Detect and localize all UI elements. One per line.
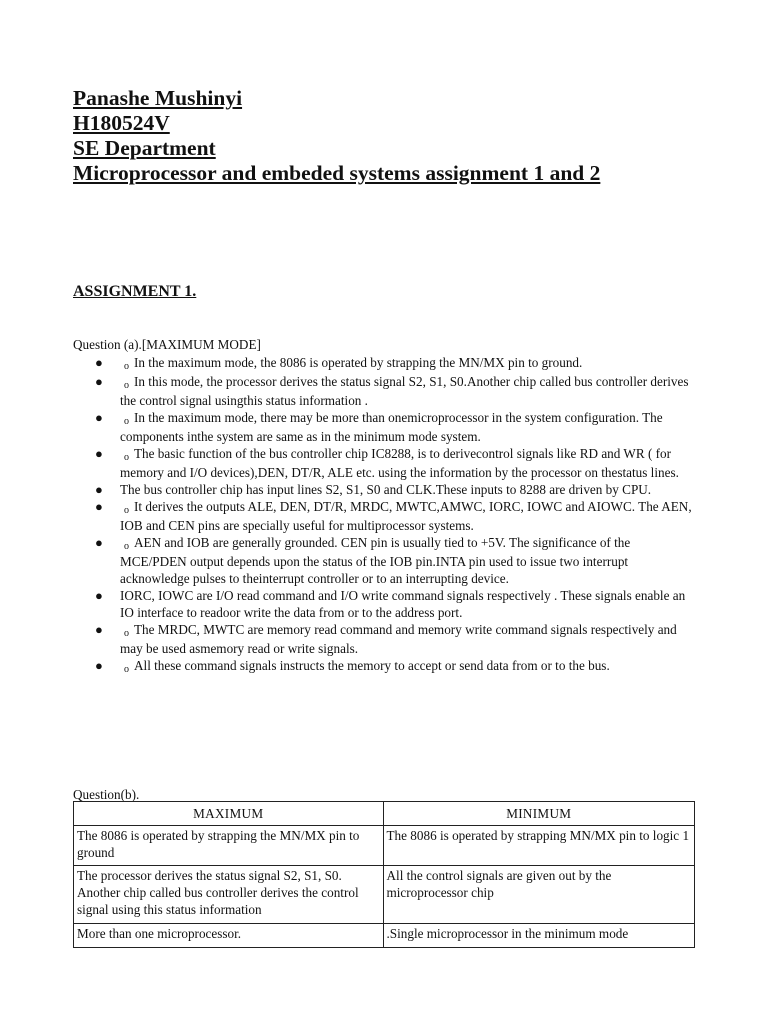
bullet-text: In the maximum mode, the 8086 is operated by strapping the MN/MX pin to ground. [134,355,583,370]
question-b-label: Question(b). [73,787,140,802]
bullet-icon: ● [95,622,103,637]
list-item [73,445,697,481]
bullet-icon: ● [95,499,103,514]
table-row [74,826,695,866]
circle-glyph: o [124,664,129,675]
table-cell: .Single microprocessor in the minimum mode [383,924,695,948]
bullet-icon: ● [95,410,103,425]
title-block [73,86,697,186]
list-item [73,373,697,409]
table-cell: All the control signals are given out by the microprocessor chip [383,866,695,924]
assignment-title: ASSIGNMENT 1. [73,283,197,300]
document-page [73,86,697,941]
bullet-text: In this mode, the processor derives the status signal S2, S1, S0.Another chip called bus controller derives the control signal usingthis status information . [120,374,689,408]
bullet-icon: ● [95,355,103,370]
bullet-icon: ● [95,535,103,550]
list-item [73,657,697,676]
question-a-label: Question (a).[MAXIMUM MODE] [73,337,261,352]
table-cell: The 8086 is operated by strapping MN/MX pin to logic 1 [383,826,695,866]
list-item [73,354,697,373]
circle-glyph: o [124,361,129,372]
column-header-minimum: MINIMUM [383,802,695,826]
list-item [73,534,697,587]
bullet-text: The basic function of the bus controller chip IC8288, is to derivecontrol signals like RD and WR ( for memory and I/O devices),DEN, DT/R, ALE etc. using the information by the processor on thestatus lines. [120,446,679,480]
bullet-icon: ● [95,446,103,461]
bullet-icon: ● [95,588,103,603]
circle-glyph: o [124,416,129,427]
table-cell: The processor derives the status signal S2, S1, S0. Another chip called bus controller derives the control signal using this status information [74,866,384,924]
list-item [73,621,697,657]
course-title: Microprocessor and embeded systems assignment 1 and 2 [73,161,601,185]
list-item [73,498,697,534]
mode-comparison-table [73,801,695,948]
bullet-text: All these command signals instructs the memory to accept or send data from or to the bus. [134,658,610,673]
student-name: Panashe Mushinyi [73,86,243,110]
list-item [73,481,697,498]
registration-number: H180524V [73,111,170,135]
bullet-icon: ● [95,374,103,389]
bullet-text: It derives the outputs ALE, DEN, DT/R, MRDC, MWTC,AMWC, IORC, IOWC and AIOWC. The AEN, IOB and CEN pins are specially useful for multiprocessor systems. [120,499,692,533]
table-row [74,924,695,948]
bullet-text: IORC, IOWC are I/O read command and I/O write command signals respectively . These signals enable an IO interface to readoor write the data from or to the address port. [120,588,686,620]
bullet-text: The bus controller chip has input lines S2, S1, S0 and CLK.These inputs to 8288 are driven by CPU. [120,482,652,497]
circle-glyph: o [124,505,129,516]
table-row [74,866,695,924]
circle-glyph: o [124,452,129,463]
bullet-text: AEN and IOB are generally grounded. CEN pin is usually tied to +5V. The significance of the MCE/PDEN output depends upon the status of the IOB pin.INTA pin used to issue two interrupt acknowledge pulses to theinterrupt controller or to an interrupting device. [120,535,631,586]
list-item [73,409,697,445]
bullet-icon: ● [95,482,103,497]
department-name: SE Department [73,136,216,160]
table-cell: More than one microprocessor. [74,924,384,948]
bullet-text: In the maximum mode, there may be more than onemicroprocessor in the system configuration. The components inthe system are same as in the minimum mode system. [120,410,663,444]
circle-glyph: o [124,380,129,391]
bullet-text: The MRDC, MWTC are memory read command and memory write command signals respectively and may be used asmemory read or write signals. [120,622,677,656]
list-item [73,587,697,621]
table-cell: The 8086 is operated by strapping the MN/MX pin to ground [74,826,384,866]
maximum-mode-bullet-list [73,354,697,676]
bullet-icon: ● [95,658,103,673]
circle-glyph: o [124,541,129,552]
column-header-maximum: MAXIMUM [74,802,384,826]
table-header-row [74,802,695,826]
circle-glyph: o [124,628,129,639]
